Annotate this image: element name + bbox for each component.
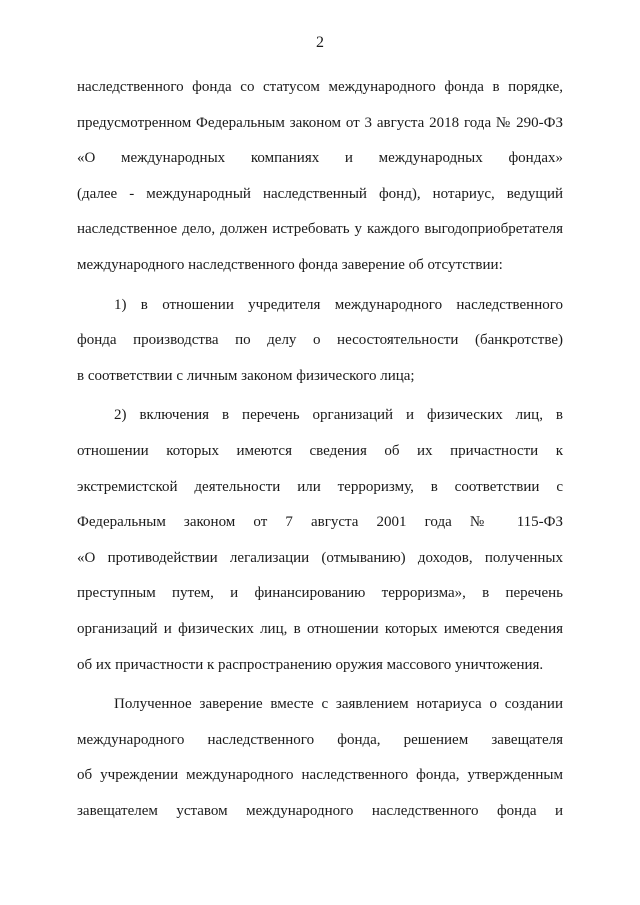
text-line: преступным путем, и финансированию терроризма», в перечень <box>77 585 563 602</box>
text-line: об учреждении международного наследственного фонда, утвержденным <box>77 767 563 784</box>
text-line: в соответствии с личным законом физического лица; <box>77 367 415 384</box>
text-line: международного наследственного фонда, решением завещателя <box>77 731 563 748</box>
text-line: организаций и физических лиц, в отношении которых имеются сведения <box>77 620 563 637</box>
text-line: наследственное дело, должен истребовать у каждого выгодоприобретателя <box>77 221 563 238</box>
document-body <box>77 70 563 829</box>
text-line: Федеральным законом от 7 августа 2001 года № 115-ФЗ <box>77 514 563 531</box>
text-line: завещателем уставом международного наследственного фонда и <box>77 802 563 819</box>
text-line: (далее - международный наследственный фонд), нотариус, ведущий <box>77 185 563 202</box>
text-line: предусмотренном Федеральным законом от 3 августа 2018 года № 290-ФЗ <box>77 114 563 131</box>
text-line: экстремистской деятельности или терроризму, в соответствии с <box>77 478 563 495</box>
text-line: «О противодействии легализации (отмыванию) доходов, полученных <box>77 549 563 566</box>
text-line: «О международных компаниях и международных фондах» <box>77 150 563 167</box>
page-number: 2 <box>316 34 324 51</box>
text-line: фонда производства по делу о несостоятельности (банкротстве) <box>77 332 563 349</box>
text-line: международного наследственного фонда заверение об отсутствии: <box>77 256 503 273</box>
paragraph-start-line: Полученное заверение вместе с заявлением нотариуса о создании <box>114 696 563 713</box>
text-line: наследственного фонда со статусом международного фонда в порядке, <box>77 79 563 95</box>
text-line: отношении которых имеются сведения об их причастности к <box>77 442 563 459</box>
text-line: об их причастности к распространению оружия массового уничтожения. <box>77 656 544 673</box>
list-item-1-line: 1) в отношении учредителя международного наследственного <box>114 296 563 313</box>
list-item-2-line: 2) включения в перечень организаций и физических лиц, в <box>114 407 563 424</box>
